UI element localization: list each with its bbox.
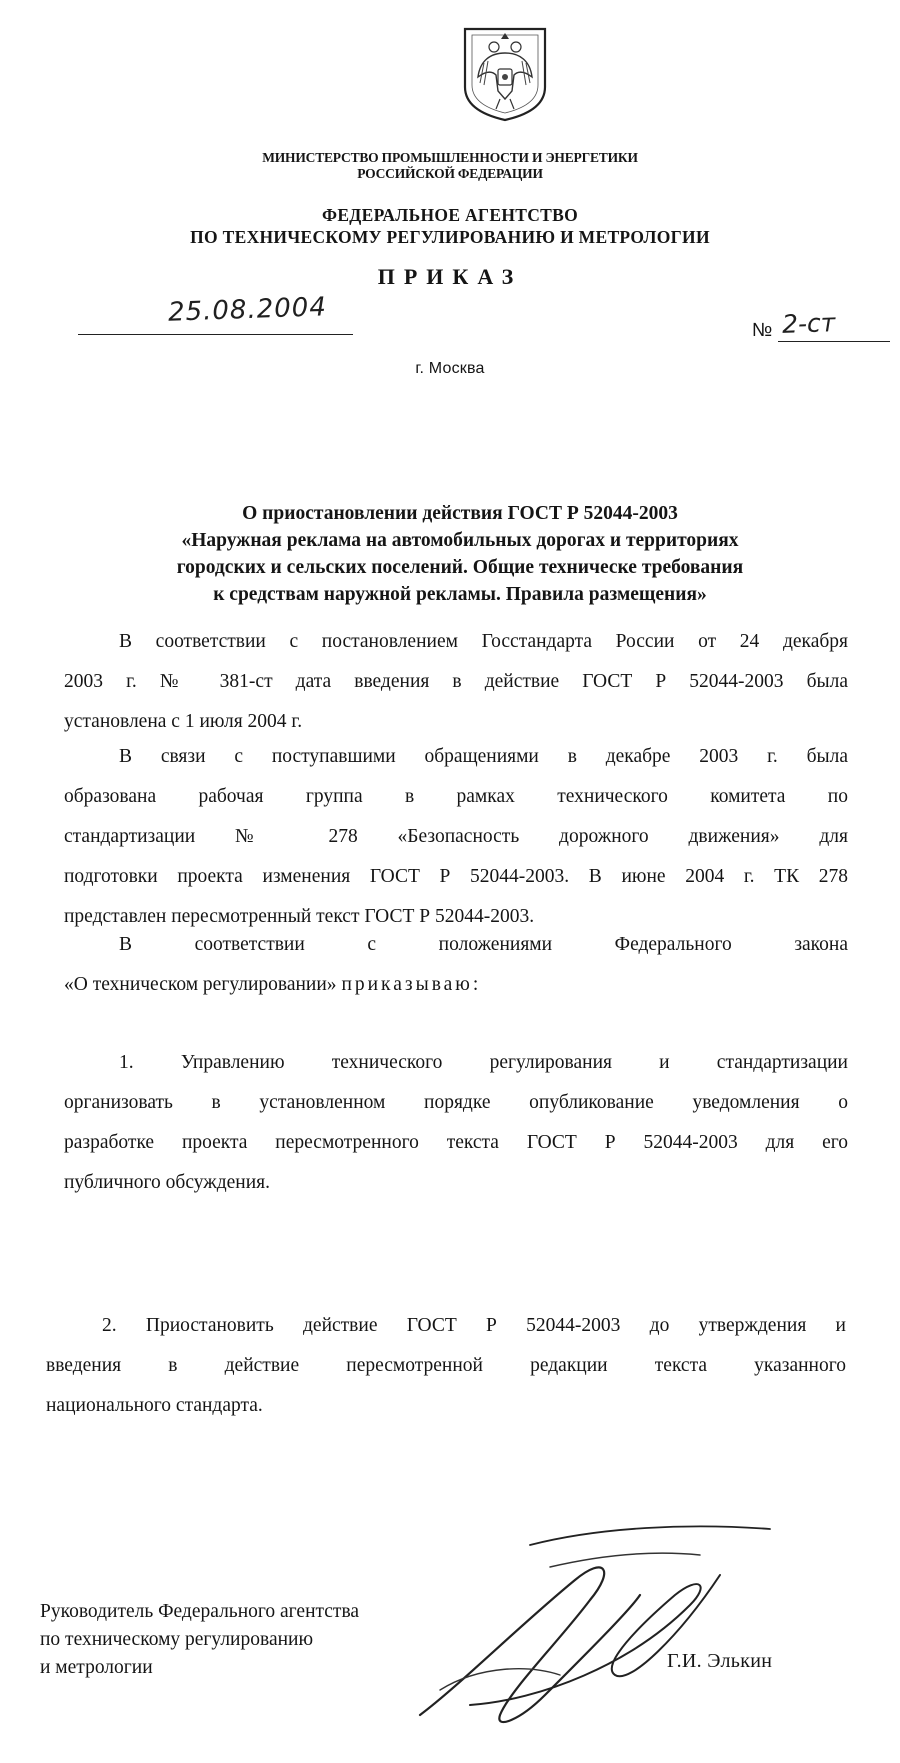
paragraph-2 [64,737,848,937]
paragraph-line: 2003 г. № 381-ст дата введения в действие ГОСТ Р 52044-2003 была [64,671,848,692]
city: г. Москва [415,360,485,377]
subject-line: «Наружная реклама на автомобильных дорогах и территориях [181,530,739,551]
number-label: № [752,320,773,341]
paragraph-line: представлен пересмотренный текст ГОСТ Р 52044-2003. [64,906,535,927]
ministry-name [0,150,900,182]
number-underline [778,341,890,342]
paragraph-line: образована рабочая группа в рамках технического комитета по [64,786,848,807]
position-line: Руководитель Федерального агентства [40,1601,360,1622]
paragraph-line: подготовки проекта изменения ГОСТ Р 52044-2003. В июне 2004 г. ТК 278 [64,866,848,887]
paragraph-line: организовать в установленном порядке опубликование уведомления о [64,1092,848,1113]
paragraph-line: В соответствии с положениями Федерального закона [119,934,848,955]
position-line: по техническому регулированию [40,1629,314,1650]
subject-line: к средствам наружной рекламы. Правила размещения» [213,584,707,605]
order-date: 25.08.2004 [167,292,328,328]
order-keyword: приказываю: [341,974,482,995]
order-subject [90,500,830,608]
paragraph-line: разработке проекта пересмотренного текста ГОСТ Р 52044-2003 для его [64,1132,848,1153]
date-underline [78,334,353,335]
document-type-title: ПРИКАЗ [377,264,523,289]
paragraph-line: стандартизации № 278 «Безопасность дорожного движения» для [64,826,848,847]
agency-line-2: ПО ТЕХНИЧЕСКОМУ РЕГУЛИРОВАНИЮ И МЕТРОЛОГИИ [190,227,710,247]
coat-of-arms-emblem [460,25,550,123]
paragraph-3 [64,925,848,1005]
position-line: и метрологии [40,1657,153,1678]
handwritten-signature [400,1515,780,1735]
subject-line: городских и сельских поселений. Общие техническе требования [176,557,744,578]
agency-name [0,204,900,248]
order-item-2 [46,1306,846,1426]
paragraph-line: В связи с поступавшими обращениями в декабре 2003 г. была [119,746,848,767]
ministry-line-2: РОССИЙСКОЙ ФЕДЕРАЦИИ [357,166,543,181]
paragraph-line: введения в действие пересмотренной редакции текста указанного [46,1355,846,1376]
paragraph-line: установлена с 1 июля 2004 г. [64,711,303,732]
order-number: 2-ст [781,308,836,339]
subject-line: О приостановлении действия ГОСТ Р 52044-2003 [242,503,678,524]
paragraph-line: В соответствии с постановлением Госстандарта России от 24 декабря [119,631,848,652]
ministry-line-1: МИНИСТЕРСТВО ПРОМЫШЛЕННОСТИ И ЭНЕРГЕТИКИ [262,150,638,165]
paragraph-line: 1. Управлению технического регулирования и стандартизации [119,1052,848,1073]
paragraph-1 [64,622,848,742]
law-title: «О техническом регулировании» [64,974,337,995]
order-item-1 [64,1043,848,1203]
signatory-position [40,1598,359,1682]
paragraph-line: 2. Приостановить действие ГОСТ Р 52044-2003 до утверждения и [102,1315,846,1336]
paragraph-line: публичного обсуждения. [64,1172,270,1193]
signatory-name: Г.И. Элькин [667,1650,773,1672]
paragraph-line: национального стандарта. [46,1395,263,1416]
agency-line-1: ФЕДЕРАЛЬНОЕ АГЕНТСТВО [321,205,578,225]
